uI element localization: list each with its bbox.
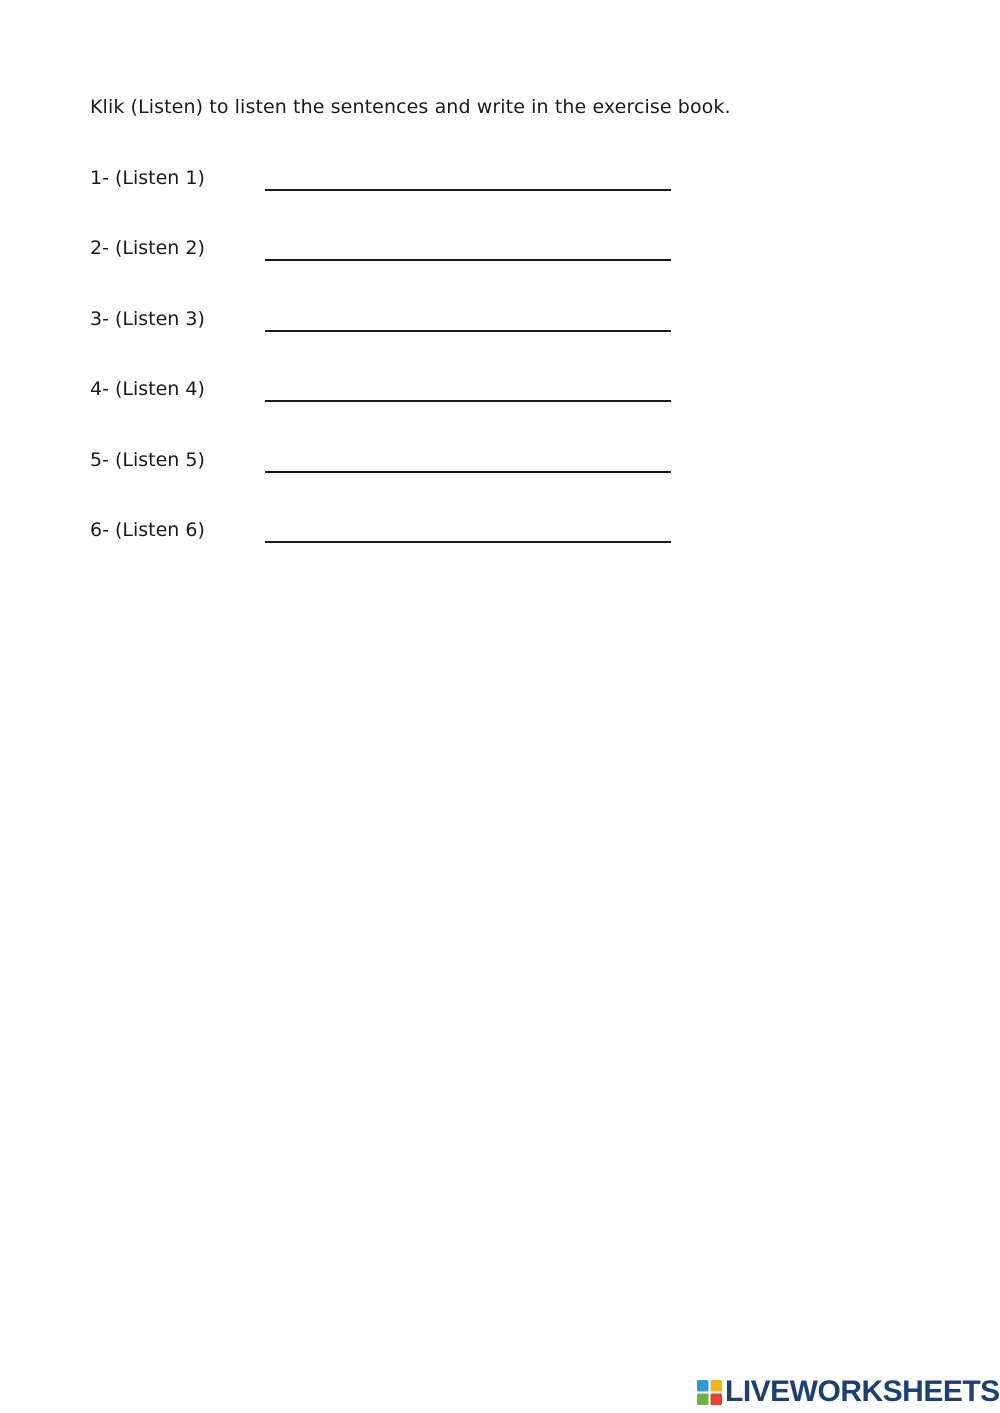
listen-1-label[interactable]: 1- (Listen 1) [90, 167, 205, 189]
listening-items [90, 165, 690, 587]
listening-item [90, 447, 690, 517]
listening-item [90, 235, 690, 305]
listening-item [90, 306, 690, 376]
answer-line-5 [265, 471, 671, 473]
listen-3-label[interactable]: 3- (Listen 3) [90, 307, 205, 330]
listening-item [90, 376, 690, 446]
listen-4-label[interactable]: 4- (Listen 4) [90, 378, 205, 401]
answer-line-6 [265, 541, 671, 543]
answer-line-2 [265, 259, 671, 261]
answer-line-3 [265, 330, 671, 332]
worksheet-instruction: Klik (Listen) to listen the sentences and write in the exercise book. [90, 96, 731, 118]
listen-5-label[interactable]: 5- (Listen 5) [90, 448, 205, 471]
answer-line-4 [265, 400, 671, 402]
liveworksheets-logo-icon [697, 1380, 722, 1405]
listen-2-label[interactable]: 2- (Listen 2) [90, 237, 205, 260]
liveworksheets-brand: LIVEWORKSHEETS [725, 1375, 1000, 1408]
listening-item [90, 165, 690, 235]
listening-item [90, 517, 690, 587]
liveworksheets-logo [697, 1376, 1000, 1408]
listen-6-label[interactable]: 6- (Listen 6) [90, 518, 205, 541]
answer-line-1 [265, 189, 671, 191]
